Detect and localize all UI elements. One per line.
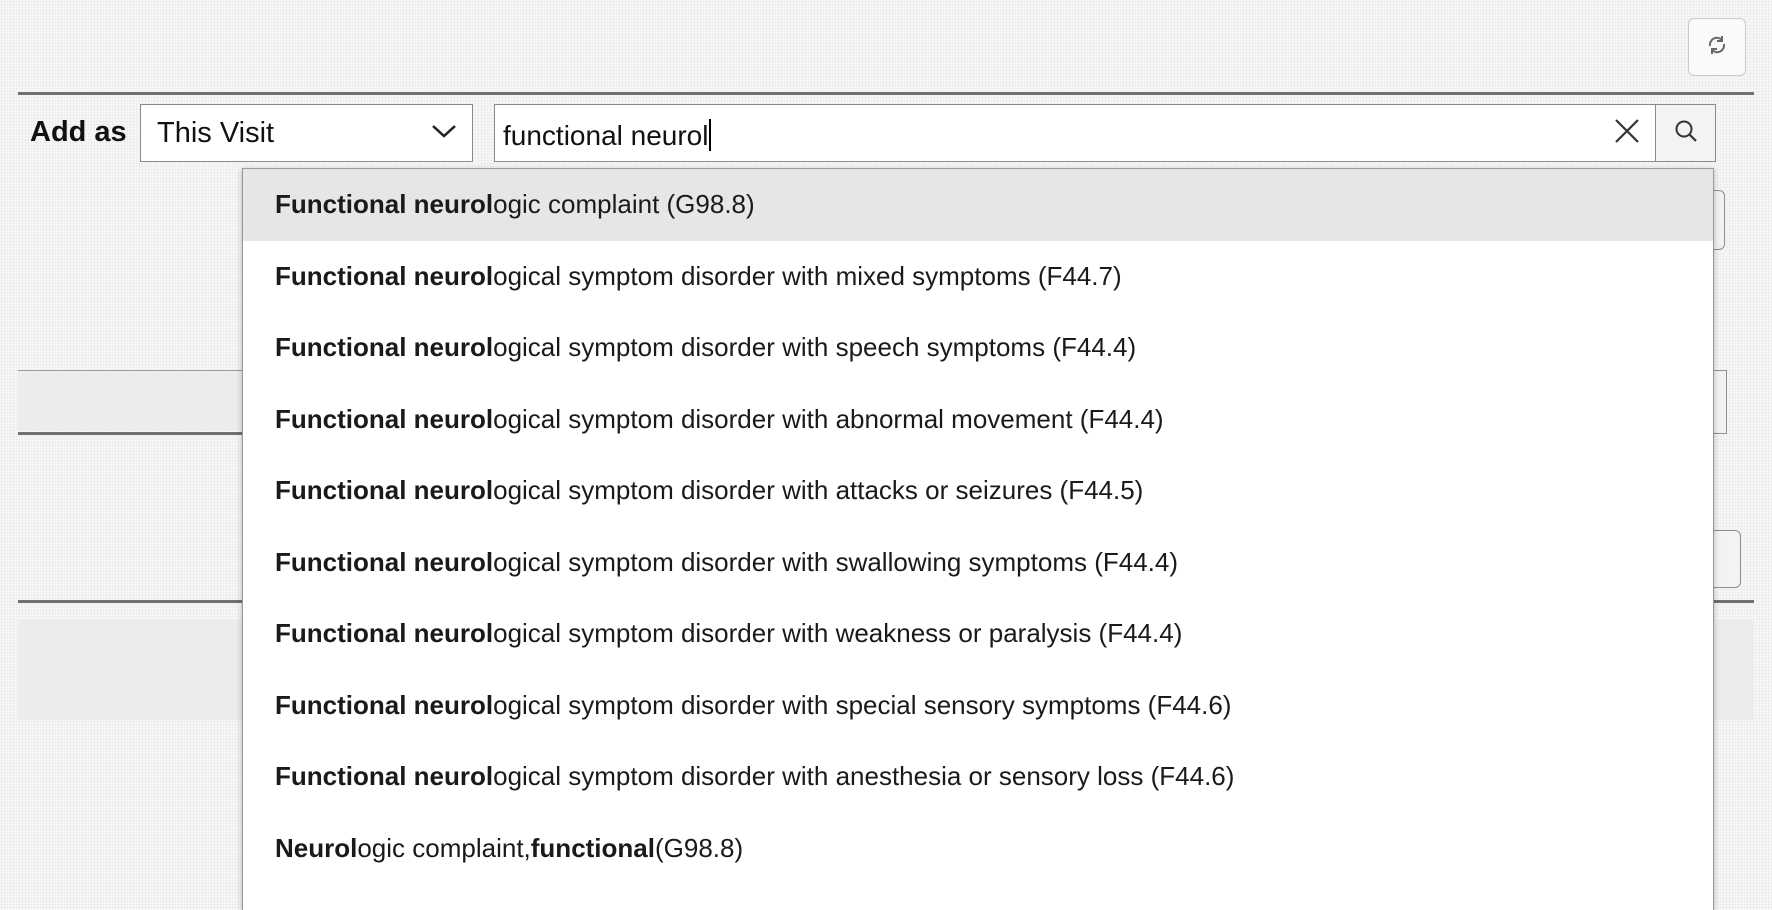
option-text: (G98.8) [654, 832, 744, 863]
match-text: Neurol [275, 832, 358, 863]
text-caret [709, 119, 711, 151]
search-results-dropdown [242, 168, 1714, 910]
result-option[interactable] [243, 241, 1713, 313]
background-panel-edge [1714, 370, 1727, 434]
result-option[interactable] [243, 169, 1713, 241]
match-text: functional [530, 832, 655, 863]
search-button[interactable] [1655, 105, 1715, 161]
add-as-selected-value: This Visit [157, 116, 275, 149]
match-text: Functional neurol [275, 332, 494, 363]
result-option[interactable] [243, 598, 1713, 670]
background-panel [18, 370, 244, 431]
match-text: Functional neurol [275, 761, 494, 792]
match-text: Functional neurol [275, 403, 494, 434]
section-divider [1714, 600, 1754, 603]
section-divider [18, 92, 1754, 95]
clear-search-button[interactable] [1599, 105, 1655, 161]
background-panel [1714, 620, 1754, 720]
match-text: Functional neurol [275, 618, 494, 649]
result-option[interactable] [243, 384, 1713, 456]
refresh-icon [1705, 33, 1729, 62]
result-option[interactable] [243, 741, 1713, 813]
option-text: ogical symptom disorder with abnormal movement (F44.4) [493, 403, 1164, 434]
section-divider [18, 432, 244, 435]
chevron-down-icon [430, 122, 458, 145]
result-option[interactable] [243, 312, 1713, 384]
match-text: Functional neurol [275, 475, 494, 506]
result-option[interactable] [243, 813, 1713, 885]
refresh-button[interactable] [1688, 18, 1746, 76]
match-text: Functional neurol [275, 689, 494, 720]
background-panel [18, 620, 244, 720]
option-text: ogical symptom disorder with speech symptoms (F44.4) [493, 332, 1137, 363]
close-icon [1612, 116, 1642, 151]
option-text: ogic complaint (G98.8) [493, 189, 755, 220]
search-icon [1673, 118, 1699, 149]
option-text: ogical symptom disorder with special sensory symptoms (F44.6) [493, 689, 1232, 720]
option-text: ogical symptom disorder with swallowing symptoms (F44.4) [493, 546, 1178, 577]
option-text: ogical symptom disorder with weakness or paralysis (F44.4) [493, 618, 1183, 649]
background-panel-edge [1714, 530, 1741, 588]
match-text: Functional neurol [275, 260, 494, 291]
diagnosis-search-input[interactable] [494, 104, 1716, 162]
background-panel-edge [1714, 190, 1725, 250]
search-input-text: functional neurol [503, 119, 711, 152]
result-option[interactable] [243, 527, 1713, 599]
add-as-select[interactable] [140, 104, 473, 162]
match-text: Functional neurol [275, 546, 494, 577]
option-text: ogic complaint, [357, 832, 531, 863]
result-option[interactable] [243, 670, 1713, 742]
match-text: Functional neurol [275, 189, 494, 220]
option-text: ogical symptom disorder with mixed symptoms (F44.7) [493, 260, 1122, 291]
option-text: ogical symptom disorder with attacks or seizures (F44.5) [493, 475, 1144, 506]
option-text: ogical symptom disorder with anesthesia or sensory loss (F44.6) [493, 761, 1235, 792]
section-divider [18, 600, 244, 603]
result-option[interactable] [243, 455, 1713, 527]
add-as-label: Add as [30, 116, 127, 148]
